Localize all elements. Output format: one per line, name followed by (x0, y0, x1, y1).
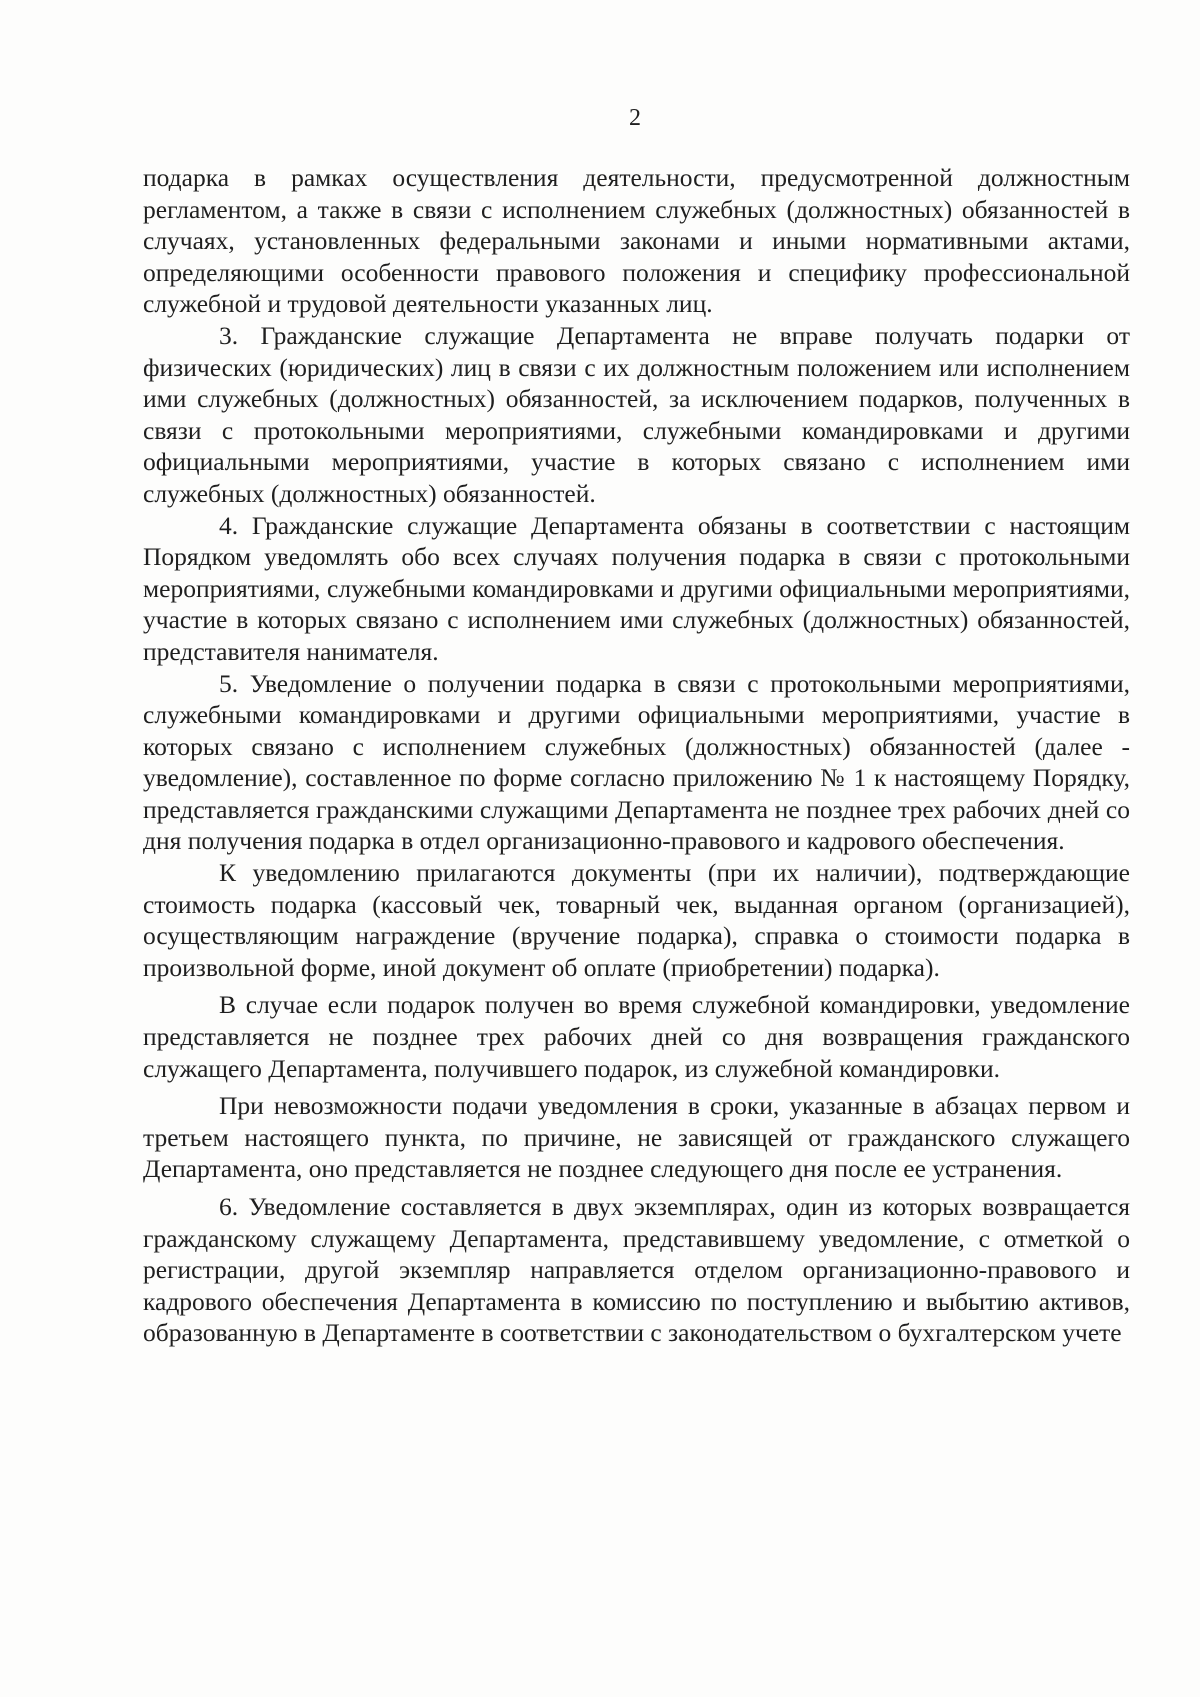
paragraph-item-5-impossibility: При невозможности подачи уведомления в сроки, указанные в абзацах первом и третьем настоящего пункта, по причине, не зависящей от гражданского служащего Департамента, оно представляется не позднее следующего дня после ее устранения. (143, 1091, 1130, 1184)
paragraph-item-3: 3. Гражданские служащие Департамента не вправе получать подарки от физических (юридических) лиц в связи с их должностным положением или исполнением ими служебных (должностных) обязанностей, за исключением подарков, полученных в связи с протокольными мероприятиями, служебными командировками и другими официальными мероприятиями, участие в которых связано с исполнением ими служебных (должностных) обязанностей. (143, 320, 1130, 508)
paragraph-item-5-attachments: К уведомлению прилагаются документы (при их наличии), подтверждающие стоимость подарка (кассовый чек, товарный чек, выданная органом (организацией), осуществляющим награждение (вручение подарка), справка о стоимости подарка в произвольной форме, иной документ об оплате (приобретении) подарка). (143, 858, 1130, 982)
page-number: 2 (629, 105, 641, 131)
paragraph-item-5: 5. Уведомление о получении подарка в связи с протокольными мероприятиями, служебными командировками и другими официальными мероприятиями, участие в которых связано с исполнением служебных (должностных) обязанностей (далее - уведомление), составленное по форме согласно приложению № 1 к настоящему Порядку, представляется гражданскими служащими Департамента не позднее трех рабочих дней со дня получения подарка в отдел организационно-правового и кадрового обеспечения. (143, 668, 1130, 856)
document-body (143, 162, 1130, 1349)
paragraph-continuation: подарка в рамках осуществления деятельности, предусмотренной должностным регламентом, а также в связи с исполнением служебных (должностных) обязанностей в случаях, установленных федеральными законами и иными нормативными актами, определяющими особенности правового положения и специфику профессиональной служебной и трудовой деятельности указанных лиц. (143, 163, 1130, 319)
paragraph-item-5-business-trip: В случае если подарок получен во время служебной командировки, уведомление представляется не позднее трех рабочих дней со дня возвращения гражданского служащего Департамента, получившего подарок, из служебной командировки. (143, 990, 1130, 1083)
paragraph-item-4: 4. Гражданские служащие Департамента обязаны в соответствии с настоящим Порядком уведомлять обо всех случаях получения подарка в связи с протокольными мероприятиями, служебными командировками и другими официальными мероприятиями, участие в которых связано с исполнением ими служебных (должностных) обязанностей, представителя нанимателя. (143, 510, 1130, 666)
paragraph-item-6: 6. Уведомление составляется в двух экземплярах, один из которых возвращается гражданскому служащему Департамента, представившему уведомление, с отметкой о регистрации, другой экземпляр направляется отделом организационно-правового и кадрового обеспечения Департамента в комиссию по поступлению и выбытию активов, образованную в Департаменте в соответствии с законодательством о бухгалтерском учете (143, 1192, 1130, 1348)
